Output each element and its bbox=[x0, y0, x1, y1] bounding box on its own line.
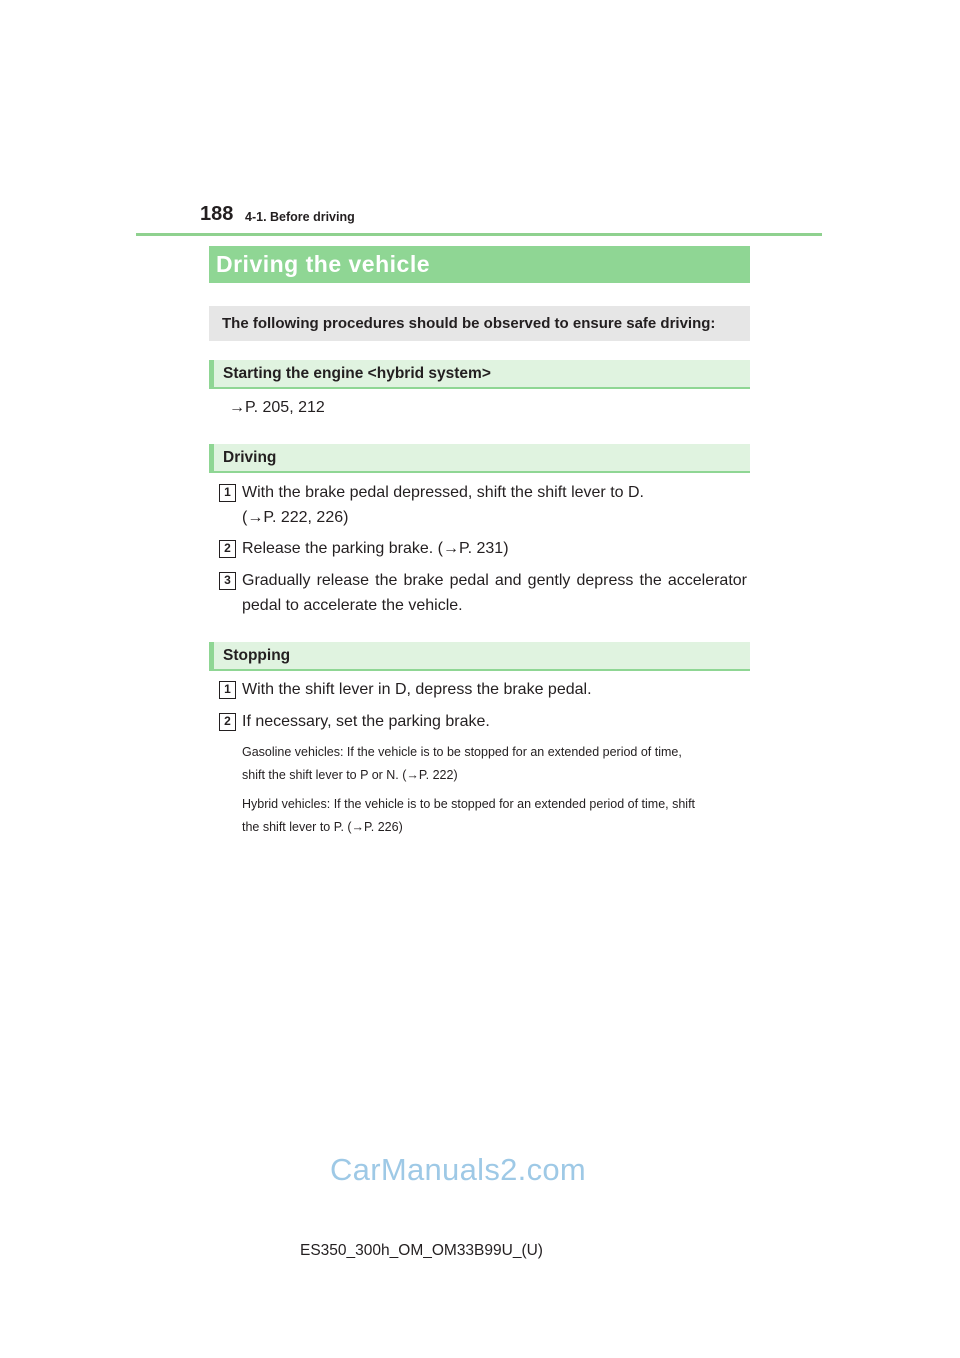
note-text: shift the shift lever to P or N. (→P. 222) bbox=[242, 768, 458, 782]
note-text: Gasoline vehicles: If the vehicle is to be stopped for an extended period of time, bbox=[242, 745, 682, 759]
intro-box: The following procedures should be observed to ensure safe driving: bbox=[209, 306, 750, 341]
page-number: 188 bbox=[200, 203, 234, 225]
note-text: the shift lever to P. (→P. 226) bbox=[242, 820, 403, 834]
subheading-driving: Driving bbox=[209, 444, 750, 473]
page-title: Driving the vehicle bbox=[209, 246, 750, 283]
step-number: 2 bbox=[219, 713, 236, 731]
watermark: CarManuals2.com bbox=[330, 1152, 587, 1187]
step-text: Release the parking brake. (→P. 231) bbox=[242, 540, 509, 557]
note-text: Hybrid vehicles: If the vehicle is to be stopped for an extended period of time, shift bbox=[242, 797, 696, 811]
step-text: With the brake pedal depressed, shift the shift lever to D. bbox=[242, 484, 644, 501]
starting-reference: →P. 205, 212 bbox=[229, 399, 325, 416]
step-text: If necessary, set the parking brake. bbox=[242, 713, 490, 730]
header-divider bbox=[136, 233, 822, 236]
step-text: With the shift lever in D, depress the brake pedal. bbox=[242, 681, 592, 698]
subheading-stopping: Stopping bbox=[209, 642, 750, 671]
section-label: 4-1. Before driving bbox=[245, 210, 355, 224]
step-text: Gradually release the brake pedal and gently depress the accelerator bbox=[242, 572, 747, 589]
step-text: pedal to accelerate the vehicle. bbox=[242, 597, 463, 614]
step-text: (→P. 222, 226) bbox=[242, 509, 349, 526]
document-code: ES350_300h_OM_OM33B99U_(U) bbox=[300, 1242, 543, 1259]
step-number: 1 bbox=[219, 484, 236, 502]
step-number: 3 bbox=[219, 572, 236, 590]
step-number: 1 bbox=[219, 681, 236, 699]
subheading-starting: Starting the engine <hybrid system> bbox=[209, 360, 750, 389]
step-number: 2 bbox=[219, 540, 236, 558]
